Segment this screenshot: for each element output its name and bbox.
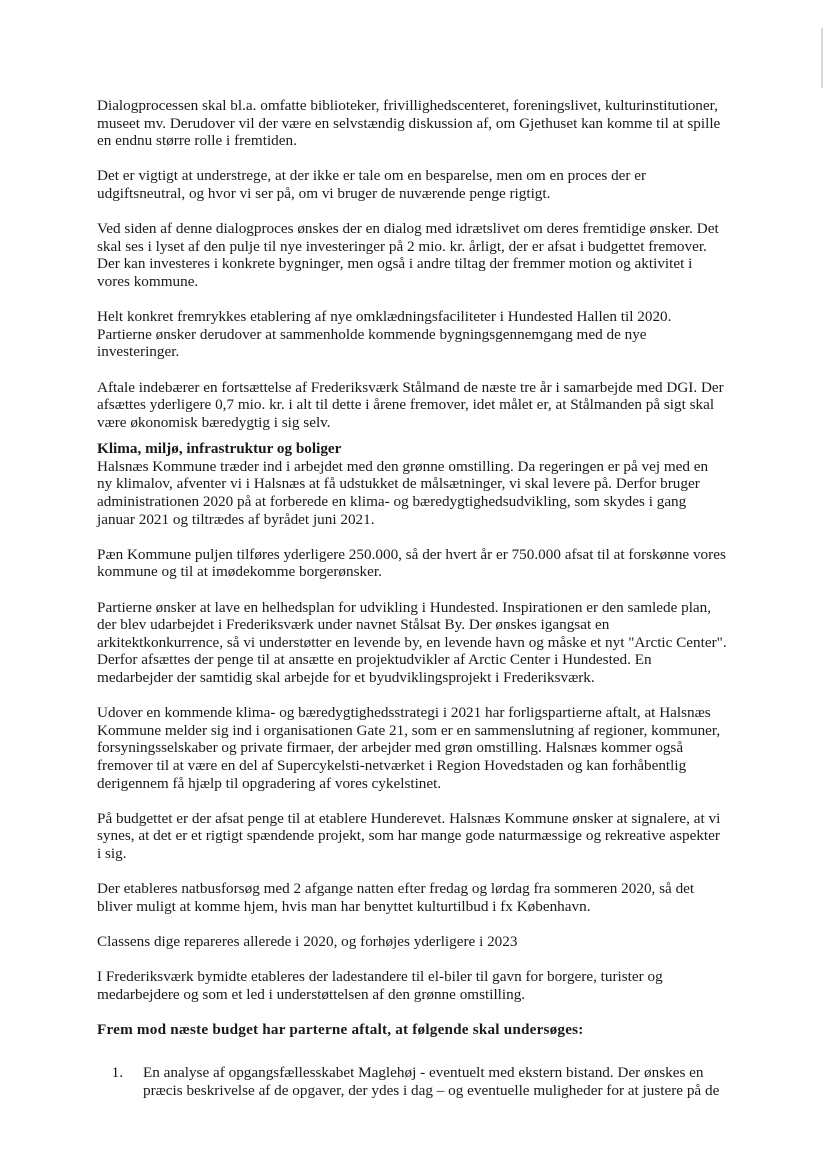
paragraph-paen-kommune: Pæn Kommune puljen tilføres yderligere 250.000, så der hvert år er 750.000 afsat til at forskønne vores kommune og til at imødekomme borgerønsker. [97,545,726,581]
paragraph-groen-omstilling: Halsnæs Kommune træder ind i arbejdet med den grønne omstilling. Da regeringen er på vej med en ny klimalov, afventer vi i Halsnæs at få udstukket de målsætninger, vi skal levere på. Derfor bruger administrationen 2020 på at forberede en klima- og bæredygtighedsudvikling, som skydes i gang januar 2021 og tiltrædes af byrådet juni 2021. [97,457,709,528]
section-heading-klima: Klima, miljø, infrastruktur og boliger [97,440,342,458]
paragraph-frem-mod-budget: Frem mod næste budget har parterne aftalt, at følgende skal undersøges: [97,1020,584,1038]
paragraph-hunderevet: På budgettet er der afsat penge til at etablere Hunderevet. Halsnæs Kommune ønsker at signalere, at vi synes, at det er et rigtigt spændende projekt, som har mange gode naturmæssige og rekreative aspekter i sig. [97,809,721,862]
paragraph-gate21: Udover en kommende klima- og bæredygtighedsstrategi i 2021 har forligspartierne aftalt, at Halsnæs Kommune melder sig ind i organisationen Gate 21, som er en sammenslutning af regioner, kommuner, forsyningsselskaber og private firmaer, der arbejder med grøn omstilling. Halsnæs kommer også fremover til at være en del af Supercykelsti-netværket i Region Hovedstaden og kan forhåbentlig derigennem få hjælp til opgradering af vores cykelstinet. [97,704,721,792]
list-item [97,1064,727,1099]
paragraph-omklaedning: Helt konkret fremrykkes etablering af nye omklædningsfaciliteter i Hundested Hallen til 2020. Partierne ønsker derudover at sammenholde kommende bygningsgennemgang med de nye investeringer. [97,308,672,361]
paragraph-udgiftsneutral: Det er vigtigt at understrege, at der ikke er tale om en besparelse, men om en proces der er udgiftsneutral, og hvor vi ser på, om vi bruger de nuværende penge rigtigt. [97,167,647,202]
paragraph-natbus: Der etableres natbusforsøg med 2 afgange natten efter fredag og lørdag fra sommeren 2020, så det bliver muligt at komme hjem, hvis man har benyttet kulturtilbud i fx København. [97,880,695,915]
paragraph-ladestandere: I Frederiksværk bymidte etableres der ladestandere til el-biler til gavn for borgere, turister og medarbejdere og som et led i understøttelsen af den grønne omstilling. [97,968,663,1003]
paragraph-dialogprocessen: Dialogprocessen skal bl.a. omfatte biblioteker, frivillighedscenteret, foreningslivet, kulturinstitutioner, museet mv. Derudover vil der være en selvstændig diskussion af, om Gjethuset kan komme til at spille en endnu større rolle i fremtiden. [97,97,721,150]
paragraph-helhedsplan: Partierne ønsker at lave en helhedsplan for udvikling i Hundested. Inspirationen er den samlede plan, der blev udarbejdet i Frederiksværk under navnet Stålsat By. Der ønskes igangsat en arkitektkonkurrence, så vi understøtter en levende by, en levende havn og måske et nyt "Arctic Center". Derfor afsættes der penge til at ansætte en projektudvikler af Arctic Center i Hundested. En medarbejder der samtidig skal arbejde for et byudviklingsprojekt i Frederiksværk. [97,598,727,686]
scan-edge-mark [821,28,823,88]
list-number: 1. [111,1064,123,1082]
paragraph-idraetslivet: Ved siden af denne dialogproces ønskes der en dialog med idrætslivet om deres fremtidige ønsker. Det skal ses i lyset af den pulje til nye investeringer på 2 mio. kr. årligt, der er afsat i budgettet fremover. Der kan investeres i konkrete bygninger, men også i andre tiltag der fremmer motion og aktivitet i vores kommune. [97,220,719,290]
document-body [97,97,727,1100]
paragraph-stalmand: Aftale indebærer en fortsættelse af Frederiksværk Stålmand de næste tre år i samarbejde med DGI. Der afsættes yderligere 0,7 mio. kr. i alt til dette i årene fremover, idet målet er, at Stålmanden på sigt skal være økonomisk bæredygtig i sig selv. [97,378,724,431]
list-text: En analyse af opgangsfællesskabet Maglehøj - eventuelt med ekstern bistand. Der ønskes en præcis beskrivelse af de opgaver, der ydes i dag – og eventuelle muligheder for at justere på de [143,1064,720,1100]
investigation-list [97,1064,727,1099]
paragraph-classens-dige: Classens dige repareres allerede i 2020, og forhøjes yderligere i 2023 [97,932,518,950]
